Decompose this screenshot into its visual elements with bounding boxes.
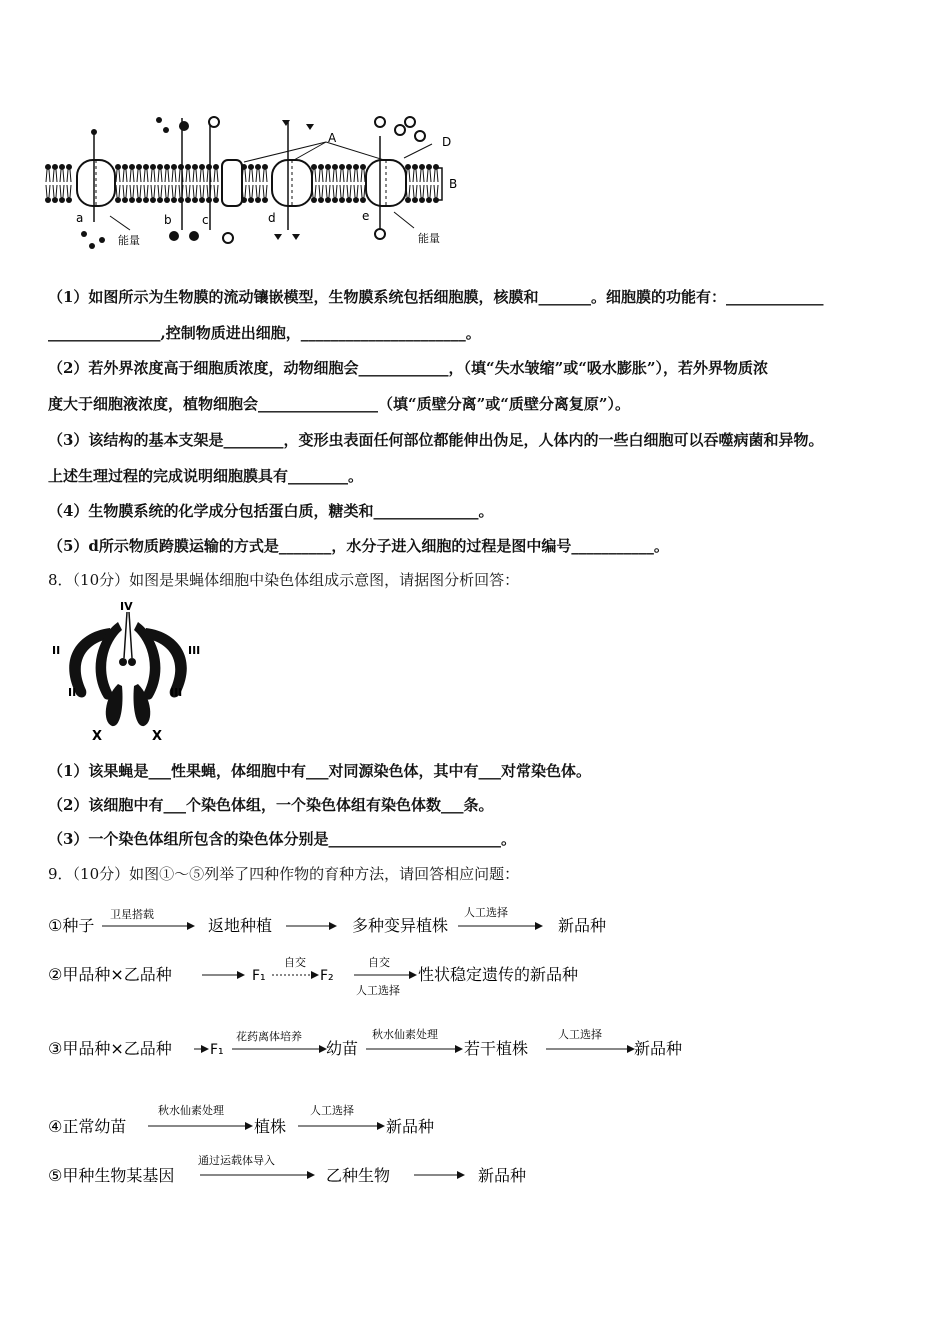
label-b: b bbox=[164, 213, 172, 227]
flow-row-3 bbox=[48, 1027, 682, 1058]
lipid-head-bottom bbox=[419, 185, 425, 203]
lipid-head-top bbox=[45, 164, 51, 182]
lipid-head-top bbox=[136, 164, 142, 182]
row1-node-2: 返地种植 bbox=[208, 916, 273, 935]
lipid-head-top bbox=[433, 164, 439, 182]
row2-arrow-3-label: 自交 bbox=[368, 956, 390, 969]
row5-node-1: ⑤甲种生物某基因 bbox=[48, 1166, 175, 1185]
row2-extra-label: 人工选择 bbox=[356, 984, 400, 997]
lipid-head-top bbox=[157, 164, 163, 182]
lipid-head-top bbox=[426, 164, 432, 182]
label-e: e bbox=[362, 209, 370, 223]
lipid-head-top bbox=[185, 164, 191, 182]
lipid-head-bottom bbox=[171, 185, 177, 203]
chrom-label-III-right: III bbox=[188, 644, 201, 657]
row2-node-1: ②甲品种×乙品种 bbox=[48, 965, 172, 984]
q9-title: 9．（10分）如图①～⑤列举了四种作物的育种方法，请回答相应问题： bbox=[48, 865, 520, 883]
lipid-head-bottom bbox=[66, 185, 72, 203]
label-c: c bbox=[202, 213, 209, 227]
q8-line-3: （3）一个染色体组所包含的染色体分别是_______________________。 bbox=[48, 830, 516, 848]
row1-node-4: 新品种 bbox=[558, 916, 607, 935]
chrom-label-X-right: X bbox=[152, 729, 163, 744]
lipid-head-top bbox=[419, 164, 425, 182]
label-a: a bbox=[76, 211, 84, 225]
membrane-figure bbox=[44, 112, 464, 254]
lipid-head-top bbox=[318, 164, 324, 182]
lipid-head-bottom bbox=[178, 185, 184, 203]
q7-line-4: 度大于细胞液浓度，植物细胞会________________（填“质壁分离”或“质壁分离复原”）。 bbox=[48, 395, 631, 413]
chrom-label-X-left: X bbox=[92, 729, 103, 744]
lipid-head-bottom bbox=[129, 185, 135, 203]
lipid-head-top bbox=[143, 164, 149, 182]
lipid-head-bottom bbox=[353, 185, 359, 203]
energy-label-2: 能量 bbox=[418, 232, 440, 245]
q8-line-1: （1）该果蝇是___性果蝇，体细胞中有___对同源染色体，其中有___对常染色体。 bbox=[48, 762, 591, 780]
lipid-head-top bbox=[353, 164, 359, 182]
q7-line-1: （1）如图所示为生物膜的流动镶嵌模型，生物膜系统包括细胞膜，核膜和_______。细胞膜的功能有：_____________ bbox=[48, 288, 824, 306]
label-d: d bbox=[268, 211, 276, 225]
lipid-head-bottom bbox=[325, 185, 331, 203]
lipid-head-top bbox=[412, 164, 418, 182]
chrom-label-III-lower: III bbox=[170, 686, 183, 699]
lipid-head-bottom bbox=[255, 185, 261, 203]
lipid-head-top bbox=[206, 164, 212, 182]
row5-node-3: 新品种 bbox=[478, 1166, 527, 1185]
row4-arrow-2-label: 人工选择 bbox=[310, 1104, 354, 1117]
lipid-head-top bbox=[346, 164, 352, 182]
lipid-head-top bbox=[332, 164, 338, 182]
label-B: B bbox=[449, 177, 458, 191]
row1-arrow-3-label: 人工选择 bbox=[464, 906, 508, 919]
row2-arrow-2-label: 自交 bbox=[284, 956, 306, 969]
row3-arrow-3-label: 秋水仙素处理 bbox=[372, 1028, 438, 1041]
row3-arrow-2-label: 花药离体培养 bbox=[236, 1030, 302, 1043]
lipid-head-bottom bbox=[122, 185, 128, 203]
row3-node-5: 新品种 bbox=[634, 1039, 683, 1058]
breeding-flowchart bbox=[44, 898, 704, 1198]
lipid-head-top bbox=[325, 164, 331, 182]
row4-node-2: 植株 bbox=[254, 1117, 287, 1136]
lipid-head-top bbox=[255, 164, 261, 182]
lipid-head-bottom bbox=[185, 185, 191, 203]
lipid-head-top bbox=[59, 164, 65, 182]
row2-node-3: F₂ bbox=[320, 968, 334, 984]
label-A: A bbox=[328, 131, 337, 145]
lipid-head-bottom bbox=[52, 185, 58, 203]
row5-node-2: 乙种生物 bbox=[326, 1166, 391, 1185]
lipid-head-top bbox=[66, 164, 72, 182]
q7-line-5: （3）该结构的基本支架是________，变形虫表面任何部位都能伸出伪足，人体内的一些白细胞可以吞噬病菌和异物。 bbox=[48, 431, 824, 449]
lipid-head-bottom bbox=[248, 185, 254, 203]
row1-node-3: 多种变异植株 bbox=[352, 916, 449, 935]
row3-node-3: 幼苗 bbox=[326, 1039, 359, 1058]
lipid-head-bottom bbox=[59, 185, 65, 203]
row4-arrow-1-label: 秋水仙素处理 bbox=[158, 1104, 224, 1117]
q7-line-8: （5）d所示物质跨膜运输的方式是_______，水分子进入细胞的过程是图中编号___________。 bbox=[48, 537, 669, 555]
lipid-head-bottom bbox=[346, 185, 352, 203]
chrom-label-IV: IV bbox=[120, 600, 133, 613]
q8-line-2: （2）该细胞中有___个染色体组，一个染色体组有染色体数___条。 bbox=[48, 796, 494, 814]
lipid-head-top bbox=[248, 164, 254, 182]
row2-node-2: F₁ bbox=[252, 968, 266, 984]
chromosome-figure bbox=[48, 598, 208, 746]
lipid-head-bottom bbox=[213, 185, 219, 203]
lipid-head-bottom bbox=[412, 185, 418, 203]
row4-node-1: ④正常幼苗 bbox=[48, 1117, 127, 1136]
lipid-head-bottom bbox=[332, 185, 338, 203]
row3-node-4: 若干植株 bbox=[464, 1039, 529, 1058]
lipid-head-bottom bbox=[192, 185, 198, 203]
lipid-head-top bbox=[178, 164, 184, 182]
lipid-head-top bbox=[192, 164, 198, 182]
q7-line-2: _______________,控制物质进出细胞，______________________。 bbox=[48, 324, 481, 342]
row4-node-3: 新品种 bbox=[386, 1117, 435, 1136]
lipid-head-top bbox=[122, 164, 128, 182]
lipid-head-bottom bbox=[45, 185, 51, 203]
row3-node-1: ③甲品种×乙品种 bbox=[48, 1039, 172, 1058]
lipid-head-bottom bbox=[318, 185, 324, 203]
chrom-label-II-lower: II bbox=[68, 686, 77, 699]
lipid-head-bottom bbox=[339, 185, 345, 203]
lipid-head-top bbox=[150, 164, 156, 182]
lipid-head-top bbox=[52, 164, 58, 182]
lipid-head-top bbox=[213, 164, 219, 182]
lipid-head-bottom bbox=[164, 185, 170, 203]
row1-node-1: ①种子 bbox=[48, 916, 95, 935]
channel-protein-c bbox=[222, 160, 242, 206]
lipid-head-bottom bbox=[426, 185, 432, 203]
lipid-head-top bbox=[339, 164, 345, 182]
lipid-head-bottom bbox=[143, 185, 149, 203]
lipid-head-bottom bbox=[199, 185, 205, 203]
row3-arrow-4-label: 人工选择 bbox=[558, 1028, 602, 1041]
q7-line-6: 上述生理过程的完成说明细胞膜具有________。 bbox=[48, 467, 364, 485]
lipid-head-top bbox=[129, 164, 135, 182]
lipid-head-bottom bbox=[157, 185, 163, 203]
q7-line-3: （2）若外界浓度高于细胞质浓度，动物细胞会____________，（填“失水皱缩”或“吸水膨胀”），若外界物质浓 bbox=[48, 359, 768, 377]
lipid-head-bottom bbox=[136, 185, 142, 203]
row5-arrow-1-label: 通过运载体导入 bbox=[198, 1154, 275, 1167]
q8-title: 8．（10分）如图是果蝇体细胞中染色体组成示意图，请据图分析回答： bbox=[48, 571, 520, 589]
lipid-head-top bbox=[164, 164, 170, 182]
lipid-head-bottom bbox=[262, 185, 268, 203]
label-D: D bbox=[442, 135, 452, 149]
lipid-head-top bbox=[171, 164, 177, 182]
row1-arrow-1-label: 卫星搭载 bbox=[110, 908, 154, 921]
flow-row-1 bbox=[48, 905, 606, 935]
energy-label-1: 能量 bbox=[118, 234, 140, 247]
flow-row-2 bbox=[48, 955, 578, 997]
flow-row-4 bbox=[48, 1103, 434, 1136]
flow-row-5 bbox=[48, 1153, 526, 1185]
row3-node-2: F₁ bbox=[210, 1042, 224, 1058]
chrom-label-II-left: II bbox=[52, 644, 61, 657]
lipid-head-bottom bbox=[206, 185, 212, 203]
row2-node-4: 性状稳定遗传的新品种 bbox=[418, 965, 579, 984]
q7-line-7: （4）生物膜系统的化学成分包括蛋白质，糖类和______________。 bbox=[48, 502, 494, 520]
lipid-head-bottom bbox=[150, 185, 156, 203]
lipid-head-top bbox=[199, 164, 205, 182]
lipid-head-top bbox=[262, 164, 268, 182]
